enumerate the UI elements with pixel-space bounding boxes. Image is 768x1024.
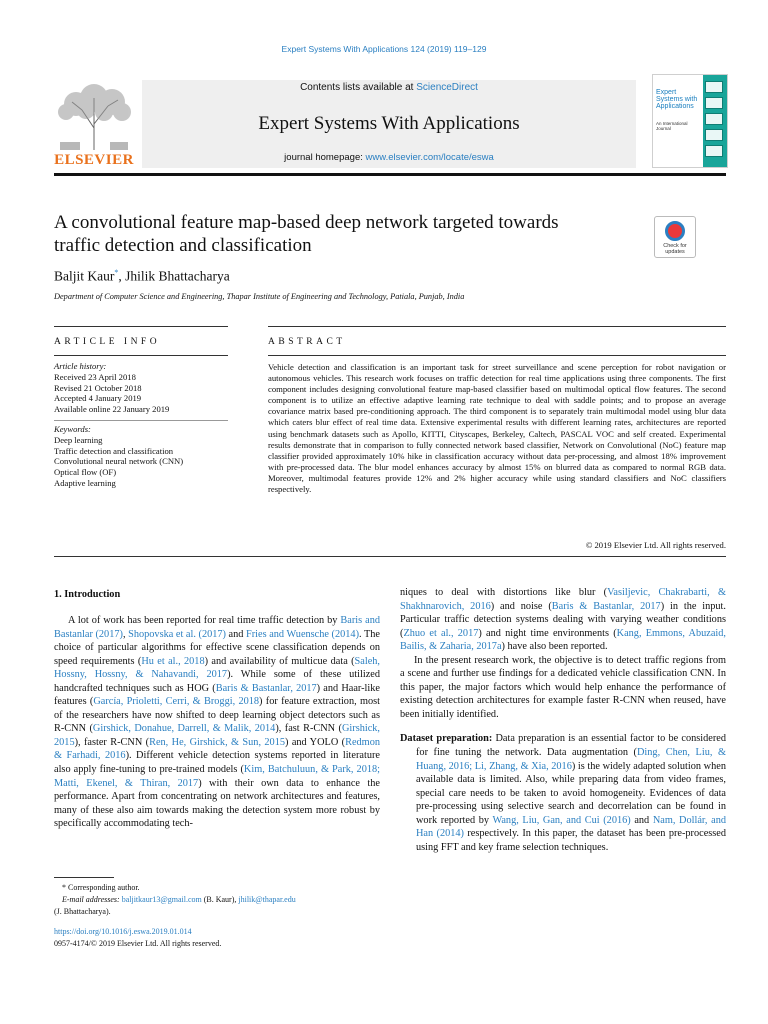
text-run: A lot of work has been reported for real time traffic detection by — [68, 615, 341, 626]
text-run: ) and noise ( — [490, 600, 552, 612]
doi-block — [54, 926, 221, 950]
text-run: niques to deal with distortions like blur ( — [400, 587, 608, 598]
text-run: ) and Haar-like features ( — [54, 682, 381, 708]
article-history — [54, 361, 228, 415]
history-item: Revised 21 October 2018 — [54, 382, 142, 393]
journal-title: Expert Systems With Applications — [258, 113, 520, 134]
citation-link[interactable]: Baris & Bastanlar, 2017 — [215, 682, 317, 694]
keyword: Deep learning — [54, 434, 103, 445]
left-column — [54, 614, 380, 831]
journal-citation[interactable]: Expert Systems With Applications 124 (2019) 119–129 — [281, 44, 487, 54]
email-label: E-mail addresses: — [62, 895, 120, 904]
text-run: and — [630, 814, 653, 826]
footnotes — [54, 882, 354, 918]
citation-link[interactable]: Redmon & Farhadi, 2016 — [54, 736, 380, 762]
text-run: ) in the input. Particular traffic detection systems dealing with varying weather conditions ( — [400, 600, 726, 639]
cover-graphic-icon — [705, 129, 723, 141]
keywords-label: Keywords: — [54, 424, 91, 434]
cover-subtitle: An International Journal — [656, 121, 688, 131]
authors — [54, 268, 230, 285]
keyword: Optical flow (OF) — [54, 467, 117, 478]
history-item: Received 23 April 2018 — [54, 371, 136, 382]
citation-link[interactable]: Wang, Liu, Gan, and Cui (2016) — [492, 814, 631, 826]
keyword: Traffic detection and classification — [54, 445, 174, 456]
citation-link[interactable]: Zhuo et al., 2017 — [403, 627, 479, 639]
contents-line — [142, 82, 636, 93]
info-top-rule — [54, 326, 228, 327]
paper-title-line: traffic detection and classification — [54, 235, 312, 256]
contents-prefix: Contents lists available at — [300, 82, 417, 93]
text-run: ). Different vehicle detection systems reported in literature also apply fine-tuning to pre-trained models ( — [54, 750, 380, 776]
sciencedirect-link[interactable]: ScienceDirect — [416, 82, 478, 93]
text-run: ) is the widely adapted solution when available data is limited. Also, while preparing data from video frames, special care needs to be taken to avoid homogeneity. Evidences of data pre-processing using selective search and decorrelation can be found in work reported by — [416, 760, 726, 826]
doi-link[interactable]: https://doi.org/10.1016/j.eswa.2019.01.014 — [54, 927, 192, 936]
keyword: Convolutional neural network (CNN) — [54, 456, 184, 467]
text-run: ) and night time environments ( — [478, 627, 617, 639]
citation-link[interactable]: Ding, Chen, Liu, & Huang, 2016; Li, Zhang, & Xia, 2016 — [416, 747, 726, 772]
right-column — [400, 586, 726, 854]
text-run: ) with their own data to enhance the performance. Apart from concentrating on network architectures and features, many of these also aim towards making the detection system more robust by specifically accommodating tech- — [54, 777, 381, 830]
text-run: ) have also been reported. — [501, 641, 608, 653]
abstract-heading: ABSTRACT — [268, 337, 346, 347]
citation-link[interactable]: Shopovska et al. (2017) — [128, 628, 226, 640]
text-run: . The choice of particular algorithms for effective scene classification depends on speed requirements ( — [54, 628, 381, 667]
citation-link[interactable]: Vasiljevic, Chakrabarti, & Shakhnarovich, 2016 — [400, 587, 726, 612]
article-info-heading: ARTICLE INFO — [54, 337, 161, 347]
citation-link[interactable]: Baris and Bastanlar (2017) — [54, 615, 380, 640]
author-separator: , — [118, 268, 126, 284]
email-link[interactable]: jhilik@thapar.edu — [238, 895, 296, 904]
check-updates-label: Check for updates — [663, 243, 687, 255]
text-run: ) for feature extraction, most of the researchers have now shifted to deep learning object detectors such as R-CNN ( — [54, 696, 380, 735]
text-run: ) and availability of multicue data ( — [204, 655, 355, 667]
cover-graphic-icon — [705, 145, 723, 157]
email-owner: (J. Bhattacharya). — [54, 907, 111, 916]
keywords — [54, 424, 228, 489]
info-divider — [54, 420, 228, 421]
check-for-updates-button[interactable] — [654, 216, 696, 258]
author-name[interactable]: Baljit Kaur — [54, 268, 115, 284]
publisher-name: ELSEVIER — [54, 152, 134, 168]
paragraph: In the present research work, the objective is to detect traffic regions from a scene and further use findings for a dedicated vehicle classification CNN. In this paper, the major factors which would help enhance the performance of existing detection architectures for example faster R-CNN when reused, have been initially identified. — [400, 654, 726, 720]
abstract-rule — [268, 355, 726, 356]
cover-graphic-icon — [705, 113, 723, 125]
paper-title-line: A convolutional feature map-based deep network targeted towards — [54, 212, 559, 233]
affiliation: Department of Computer Science and Engineering, Thapar Institute of Engineering and Technology, Patiala, Punjab, India — [54, 292, 465, 301]
issn-copyright: 0957-4174/© 2019 Elsevier Ltd. All rights reserved. — [54, 939, 222, 948]
citation-link[interactable]: Ren, He, Girshick, & Sun, 2015 — [149, 736, 285, 748]
email-link[interactable]: baljitkaur13@gmail.com — [121, 895, 202, 904]
text-run: , — [122, 628, 129, 640]
author-name[interactable]: Jhilik Bhattacharya — [125, 268, 230, 284]
paragraph — [400, 586, 726, 654]
homepage-link[interactable]: www.elsevier.com/locate/eswa — [365, 152, 494, 163]
history-label: Article history: — [54, 361, 107, 371]
citation-link[interactable]: Fries and Wuensche (2014) — [246, 628, 360, 640]
text-run: respectively. In this paper, the dataset has been pre-processed using FFT and key frame selection techniques. — [416, 828, 726, 853]
header-rule — [54, 173, 726, 176]
citation-link[interactable]: Baris & Bastanlar, 2017 — [551, 600, 661, 612]
abstract-bottom-rule — [54, 556, 726, 557]
run-in-heading: Dataset preparation: — [400, 733, 493, 745]
text-run: ) and YOLO ( — [285, 736, 346, 748]
keyword: Adaptive learning — [54, 477, 116, 488]
paragraph — [54, 614, 380, 831]
check-updates-icon — [665, 221, 685, 241]
citation-link[interactable]: Hu et al., 2018 — [141, 655, 205, 667]
email-owner: (B. Kaur), — [201, 895, 239, 904]
citation-link[interactable]: Girshick, Donahue, Darrell, & Malik, 2014 — [92, 723, 276, 735]
section-heading-introduction: 1. Introduction — [54, 589, 121, 600]
journal-cover-thumbnail[interactable] — [652, 74, 728, 168]
corresponding-author-note: * Corresponding author. — [62, 883, 140, 892]
text-run: Data preparation is an essential factor to be considered for fine tuning the network. Data augmentation ( — [416, 733, 726, 759]
abstract-copyright: © 2019 Elsevier Ltd. All rights reserved. — [585, 540, 726, 550]
abstract-top-rule — [268, 326, 726, 327]
citation-link[interactable]: Girshick, 2015 — [54, 723, 381, 748]
history-item: Available online 22 January 2019 — [54, 404, 170, 415]
citation-link[interactable]: García, Prioletti, Cerri, & Broggi, 2018 — [93, 696, 260, 708]
abstract-text: Vehicle detection and classification is an important task for street surveillance and scene perception for robot navigation or autonomous vehicles. This research work focuses on traffic detection for real time applications using three components. The first component includes designing convolutional feature map-based classifier based on multimodal optical flow features. The second component is to utilize an effective adaptive learning rate technique to deal with saddle points; and to propose an average covariance matrix based pre-conditioning approach. The third component is to separately train multimodal model using blur data which caters blur effect of real time data. Extensive experimental results with different learning rates, architectures are reported using benchmark datasets such as Apollo, KITTI, Cityscapes, Berkeley, Caltech, PASCAL VOC and self created. Experimental results demonstrate that in comparison to fully connected network based classifier, Network on Convolutional (NoC) feature map classifier provided approximately 10% hike in classification accuracy without data per-processing, and almost 18% improvement with pre-processed data. The blur model enhances accuracy by almost 15% on blurred data as compared to normal RGB data. Moreover, multimodal features provide 12% and 2% higher accuracy while using standard classifiers and NoC classifiers respectively. — [268, 362, 726, 495]
citation-link[interactable]: Kim, Batchuluun, & Park, 2018; Matti, Ekenel, & Thiran, 2017 — [54, 764, 380, 789]
cover-graphic-icon — [705, 97, 723, 109]
cover-title: Expert Systems with Applications — [656, 89, 698, 110]
text-run: ). While some of these utilized handcrafted techniques such as HOG ( — [54, 669, 380, 694]
info-rule — [54, 355, 228, 356]
citation-link[interactable]: Nam, Dollár, and Han (2014) — [416, 814, 726, 840]
homepage-prefix: journal homepage: — [284, 152, 366, 163]
corresponding-author-mark[interactable]: * — [114, 268, 119, 277]
citation-link[interactable]: Saleh, Hossny, Hossny, & Nahavandi, 2017 — [54, 655, 380, 681]
dataset-preparation-paragraph — [400, 732, 726, 854]
footnote-rule — [54, 877, 114, 878]
history-item: Accepted 4 January 2019 — [54, 393, 142, 404]
citation-link[interactable]: Kang, Emmons, Abuzaid, Bailis, & Zaharia, 2017a — [400, 627, 726, 653]
text-run: and — [225, 628, 247, 640]
paper-title — [54, 211, 634, 257]
homepage-line — [142, 152, 636, 163]
cover-graphic-icon — [705, 81, 723, 93]
text-run: ), faster R-CNN ( — [74, 736, 150, 748]
text-run: ), fast R-CNN ( — [275, 723, 342, 735]
